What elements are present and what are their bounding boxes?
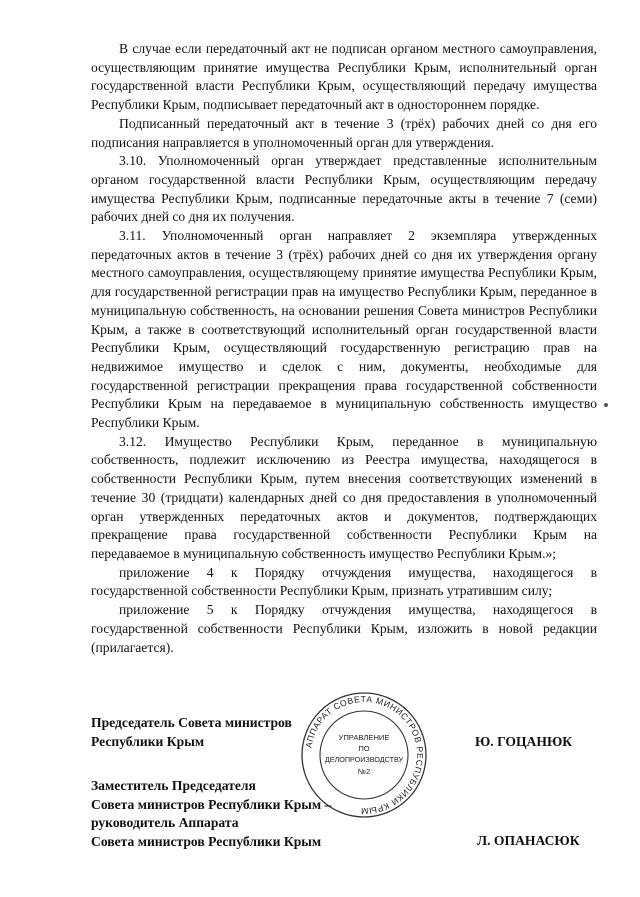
paragraph-3-11: 3.11. Уполномоченный орган направляет 2 экземпляра утвержденных передаточных актов в течение 3 (трёх) рабочих дней со дня их утверждения органу местного самоуправления, осуществляющему принятие имущества Республики Крым, для государственной регистрации прав на имущество Республики Крым, переданное в муниципальную собственность, на основании решения Совета министров Республики Крым, а также в соответствующий исполнительный орган государственной власти Республики Крым, осуществляющий государственную регистрацию прав на недвижимое имущество и сделок с ним, документы, необходимые для государственной регистрации прекращения права государственной собственности Республики Крым на передаваемое в муниципальную собственность имущество Республики Крым. <box>91 228 597 431</box>
stamp-ring-text: АППАРАТ СОВЕТА МИНИСТРОВ РЕСПУБЛИКИ КРЫМ <box>303 693 426 817</box>
margin-dot <box>604 403 608 407</box>
chairman-title-line-2: Республики Крым <box>91 733 205 749</box>
deputy-title <box>91 777 331 851</box>
stamp-line-4: №2 <box>357 767 371 776</box>
chairman-name: Ю. ГОЦАНЮК <box>475 734 573 749</box>
paragraph-3-10: 3.10. Уполномоченный орган утверждает представленные исполнительным органом государственной власти Республики Крым, осуществляющим передачу имущества Республики Крым, подписанные передаточные акты в течение 7 (семи) рабочих дней со дня их получения. <box>91 153 597 225</box>
paragraph-appendix-5: приложение 5 к Порядку отчуждения имущества, находящегося в государственной собственности Республики Крым, изложить в новой редакции (прилагается). <box>91 602 597 655</box>
deputy-title-line-3: руководитель Аппарата <box>91 815 239 830</box>
document-body <box>91 40 597 657</box>
chairman-title-line-1: Председатель Совета министров <box>91 715 292 730</box>
paragraph-unsigned-act: В случае если передаточный акт не подписан органом местного самоуправления, осуществляющим принятие имущества Республики Крым, исполнительный орган государственной власти Республики Крым, осуществляющий передачу имущества Республики Крым, подписывает передаточный акт в одностороннем порядке. <box>91 41 597 113</box>
deputy-title-line-1: Заместитель Председателя <box>91 778 256 793</box>
stamp-line-3: ДЕЛОПРОИЗВОДСТВУ <box>324 755 404 764</box>
paragraph-3-12: 3.12. Имущество Республики Крым, переданное в муниципальную собственность, подлежит исключению из Реестра имущества, находящегося в собственности Республики Крым, путем внесения соответствующих изменений в течение 30 (тридцати) календарных дней со дня предоставления в уполномоченный орган утвержденных передаточных актов и документов, подтверждающих прекращение права государственной собственности Республики Крым на передаваемое в муниципальную собственность имущество Республики Крым.»; <box>91 433 597 561</box>
deputy-title-line-4: Совета министров Республики Крым <box>91 833 322 849</box>
chairman-title <box>91 714 292 751</box>
stamp-line-1: УПРАВЛЕНИЕ <box>338 733 390 742</box>
deputy-name: Л. ОПАНАСЮК <box>477 833 580 848</box>
stamp-line-2: ПО <box>358 744 370 753</box>
paragraph-appendix-4: приложение 4 к Порядку отчуждения имущества, находящегося в государственной собственности Республики Крым, признать утратившим силу; <box>91 564 597 599</box>
paragraph-signed-act: Подписанный передаточный акт в течение 3 (трёх) рабочих дней со дня его подписания направляется в уполномоченный орган для утверждения. <box>91 115 597 150</box>
deputy-title-line-2: Совета министров Республики Крым – <box>91 796 332 812</box>
